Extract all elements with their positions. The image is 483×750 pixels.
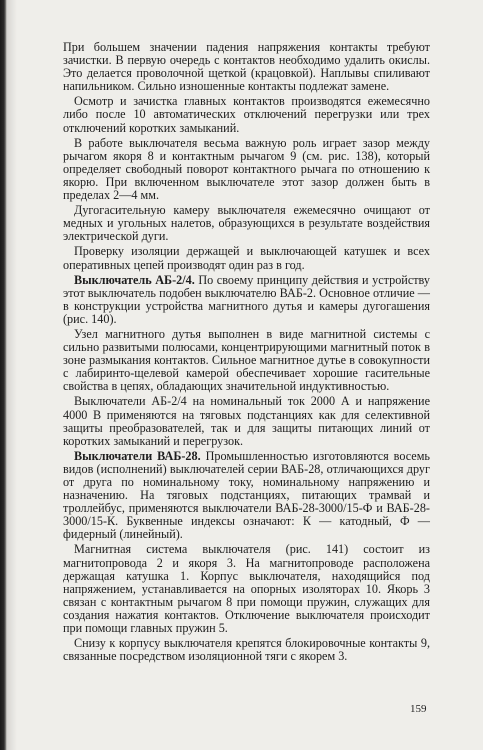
heading-vab28: Выключатели ВАБ-28. — [74, 448, 201, 463]
paragraph-blocking-contacts: Снизу к корпусу выключателя крепятся блокировочные контакты 9, связанные посредством изоляционной тяги с якорем 3. — [63, 636, 430, 664]
ab24-text: По своему принципу действия и устройству этот выключатель подобен выключателю ВАБ-2. Основное отличие — в конструкции устройства магнитного дутья и камеры дугогашения (рис. 140). — [63, 272, 430, 326]
paragraph-ab24-rated: Выключатели АБ-2/4 на номинальный ток 2000 А и напряжение 4000 В применяются на тяговых подстанциях как для селективной защиты преобразователей, так и для защиты питающих линий от коротких замыканий и перегрузок. — [63, 394, 430, 448]
heading-ab24: Выключатель АБ-2/4. — [74, 272, 195, 287]
paragraph-main-contacts-inspection: Осмотр и зачистка главных контактов производятся ежемесячно либо после 10 автоматических отключений перегрузки или трех отключений коротких замыканий. — [63, 94, 430, 135]
vab28-text: Промышленностью изготовляются восемь видов (исполнений) выключателей серии ВАБ-28, отличающихся друг от друга по номинальному току, номинальному напряжению и назначению. На тяговых подстанциях, питающих трамвай и троллейбус, применяются выключатели ВАБ-28-3000/15-Ф и ВАБ-28-3000/15-К. Буквенные индексы означают: К — катодный, Ф — фидерный (линейный). — [63, 448, 430, 542]
paragraph-contact-cleaning: При большем значении падения напряжения контакты требуют зачистки. В первую очередь с контактов необходимо удалить окислы. Это делается проволочной щеткой (крацовкой). Наплывы спиливают напильником. Сильно изношенные контакты подлежат замене. — [63, 40, 430, 94]
paragraph-magnetic-system: Магнитная система выключателя (рис. 141) состоит из магнитопровода 2 и якоря 3. На магнитопроводе расположена держащая катушка 1. Корпус выключателя, находящийся под напряжением, устанавливается на опорных изоляторах 10. Якорь 3 связан с контактным рычагом 8 при помощи пружин, служащих для создания нажатия контактов. Отключение выключателя происходит при помощи главных пружин 5. — [63, 542, 430, 636]
book-binding-edge — [0, 0, 7, 750]
paragraph-magnetic-blast: Узел магнитного дутья выполнен в виде магнитной системы с сильно развитыми полюсами, концентрирующими магнитный поток в зоне размыкания контактов. Сильное магнитное дутье в совокупности с лабиринто-щелевой камерой обеспечивает хорошие гасительные свойства в цепях, обладающих значительной индуктивностью. — [63, 326, 430, 394]
paragraph-vab28 — [63, 450, 430, 542]
paragraph-insulation-check: Проверку изоляции держащей и выключающей катушек и всех оперативных цепей производят один раз в год. — [63, 244, 430, 272]
page-number: 159 — [410, 703, 427, 715]
page-body — [63, 41, 430, 665]
binding-shadow — [7, 0, 17, 750]
paragraph-gap: В работе выключателя весьма важную роль играет зазор между рычагом якоря 8 и контактным рычагом 9 (см. рис. 138), который определяет свободный поворот контактного рычага по отношению к якорю. При включенном выключателе этот зазор должен быть в пределах 2—4 мм. — [63, 135, 430, 203]
paragraph-arc-chamber: Дугогасительную камеру выключателя ежемесячно очищают от медных и угольных налетов, образующихся в результате воздействия электрической дуги. — [63, 203, 430, 244]
paragraph-ab24 — [63, 274, 430, 326]
